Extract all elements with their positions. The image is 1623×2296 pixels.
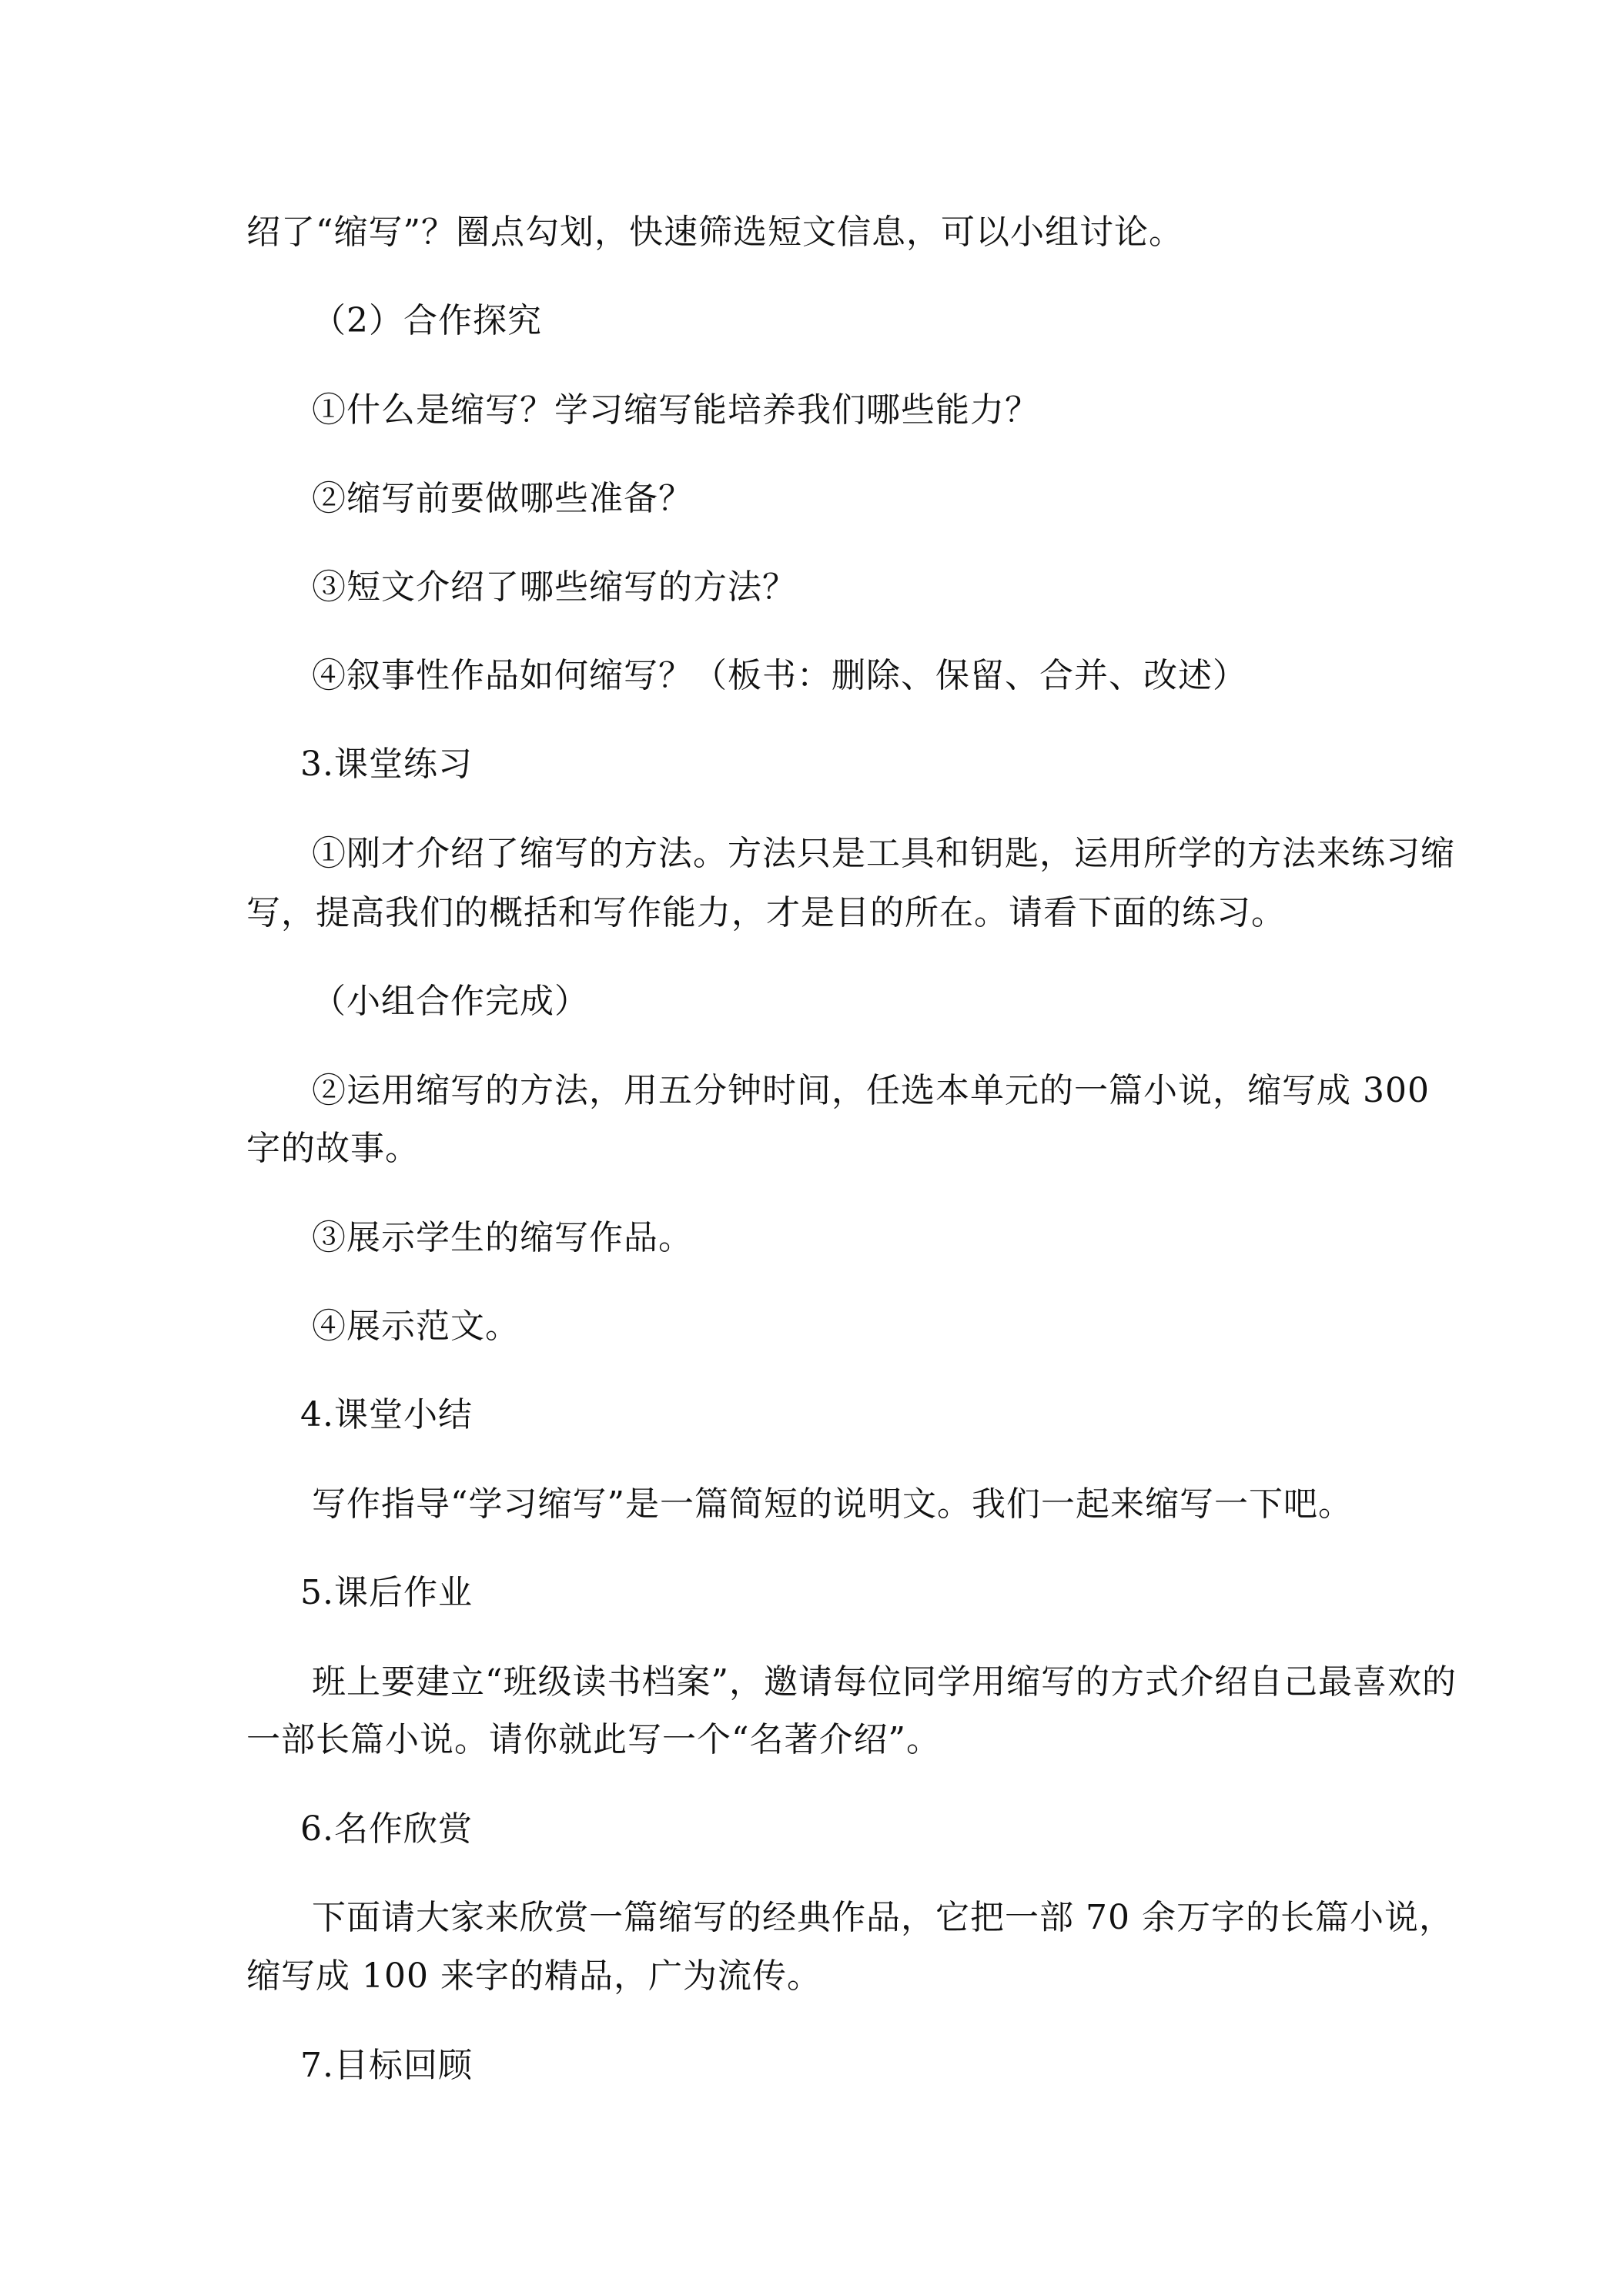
question-4: ④叙事性作品如何缩写？（板书：删除、保留、合并、改述） xyxy=(312,656,1247,695)
question-3: ③短文介绍了哪些缩写的方法？ xyxy=(312,567,797,607)
section-heading-masterpiece-appreciation: 6.名作欣赏 xyxy=(300,1809,473,1849)
appreciation-line-2: 缩写成 100 来字的精品，广为流传。 xyxy=(246,1956,822,1996)
section-heading-classroom-summary: 4.课堂小结 xyxy=(300,1395,473,1434)
section-heading-homework: 5.课后作业 xyxy=(300,1573,473,1612)
homework-line-1: 班上要建立“班级读书档案”，邀请每位同学用缩写的方式介绍自己最喜欢的 xyxy=(312,1662,1457,1702)
section-heading-cooperative-inquiry: （2）合作探究 xyxy=(312,301,542,340)
question-1: ①什么是缩写？学习缩写能培养我们哪些能力？ xyxy=(312,390,1039,430)
exercise-4: ④展示范文。 xyxy=(312,1307,520,1346)
paragraph-line: 绍了“缩写”？圈点勾划，快速筛选短文信息，可以小组讨论。 xyxy=(246,213,1183,252)
exercise-2-line-2: 字的故事。 xyxy=(246,1129,420,1168)
appreciation-line-1: 下面请大家来欣赏一篇缩写的经典作品，它把一部 70 余万字的长篇小说， xyxy=(312,1898,1454,1937)
question-2: ②缩写前要做哪些准备？ xyxy=(312,479,693,518)
exercise-2-line-1: ②运用缩写的方法，用五分钟时间，任选本单元的一篇小说，缩写成 300 xyxy=(312,1071,1430,1110)
exercise-3: ③展示学生的缩写作品。 xyxy=(312,1218,693,1257)
exercise-1-line-2: 写，提高我们的概括和写作能力，才是目的所在。请看下面的练习。 xyxy=(246,893,1286,932)
exercise-1-note: （小组合作完成） xyxy=(312,982,589,1021)
section-heading-classroom-practice: 3.课堂练习 xyxy=(300,745,473,784)
summary-text: 写作指导“学习缩写”是一篇简短的说明文。我们一起来缩写一下吧。 xyxy=(312,1484,1353,1524)
exercise-1-line-1: ①刚才介绍了缩写的方法。方法只是工具和钥匙，运用所学的方法来练习缩 xyxy=(312,834,1455,873)
section-heading-goal-review: 7.目标回顾 xyxy=(300,2046,473,2085)
homework-line-2: 一部长篇小说。请你就此写一个“名著介绍”。 xyxy=(246,1720,941,1759)
